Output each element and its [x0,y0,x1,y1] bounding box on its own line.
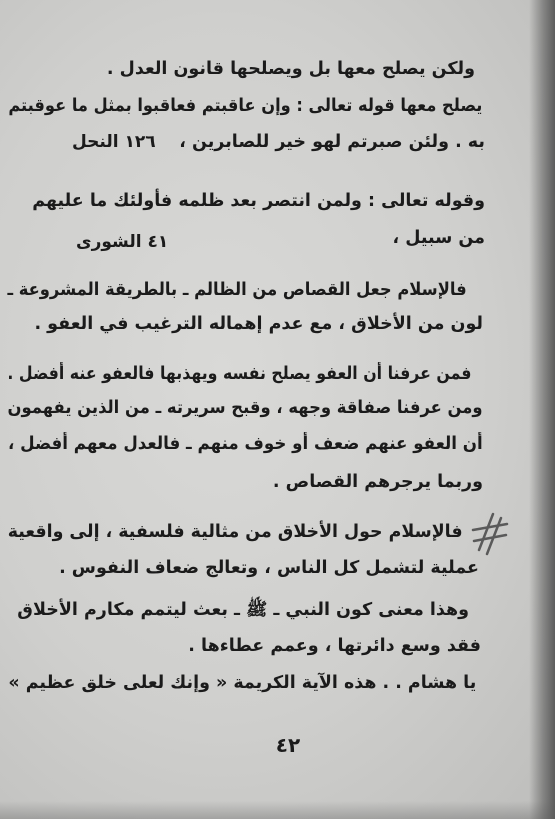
text-line: فمن عرفنا أن العفو يصلح نفسه ويهذبها فالعفو عنه أفضل . [7,364,472,384]
page-bottom-shadow [0,801,555,819]
text-line: يا هشام . . هذه الآية الكريمة « وإنك لعلى خلق عظيم » [8,673,476,693]
text-line: من سبيل ، [392,228,485,248]
page-number: ٤٢ [275,733,301,757]
pencil-tally-mark [470,510,510,560]
text-line: لون من الأخلاق ، مع عدم إهماله الترغيب في العفو . [34,314,483,334]
text-line: فقد وسع دائرتها ، وعمم عطاءها . [188,636,481,656]
text-line: فالإسلام جعل القصاص من الظالم ـ بالطريقة المشروعة ـ [7,280,467,300]
text-line: به . ولئن صبرتم لهو خير للصابرين ، [179,132,485,152]
text-line: وربما يرجرهم القصاص . [272,472,483,492]
text-line: وهذا معنى كون النبي ـ ﷺ ـ بعث ليتمم مكارم الأخلاق [17,600,469,620]
text-line: عملية لتشمل كل الناس ، وتعالج ضعاف النفوس . [59,558,479,578]
text-line: ولكن يصلح معها بل ويصلحها قانون العدل . [106,59,475,79]
text-line: فالإسلام حول الأخلاق من مثالية فلسفية ، إلى واقعية [8,522,463,542]
quran-reference: ١٢٦ النحل [72,132,156,152]
quran-reference: ٤١ الشورى [76,232,169,252]
text-line: يصلح معها قوله تعالى : وإن عاقبتم فعاقبوا بمثل ما عوقبتم [7,96,482,116]
text-line: ومن عرفنا صفاقة وجهه ، وقبح سريرته ـ من الذين يفهمون [7,398,483,418]
text-line: وقوله تعالى : ولمن انتصر بعد ظلمه فأولئك ما عليهم [32,191,485,211]
page-edge-shadow [529,0,555,819]
text-line: أن العفو عنهم ضعف أو خوف منهم ـ فالعدل معهم أفضل ، [8,434,483,454]
